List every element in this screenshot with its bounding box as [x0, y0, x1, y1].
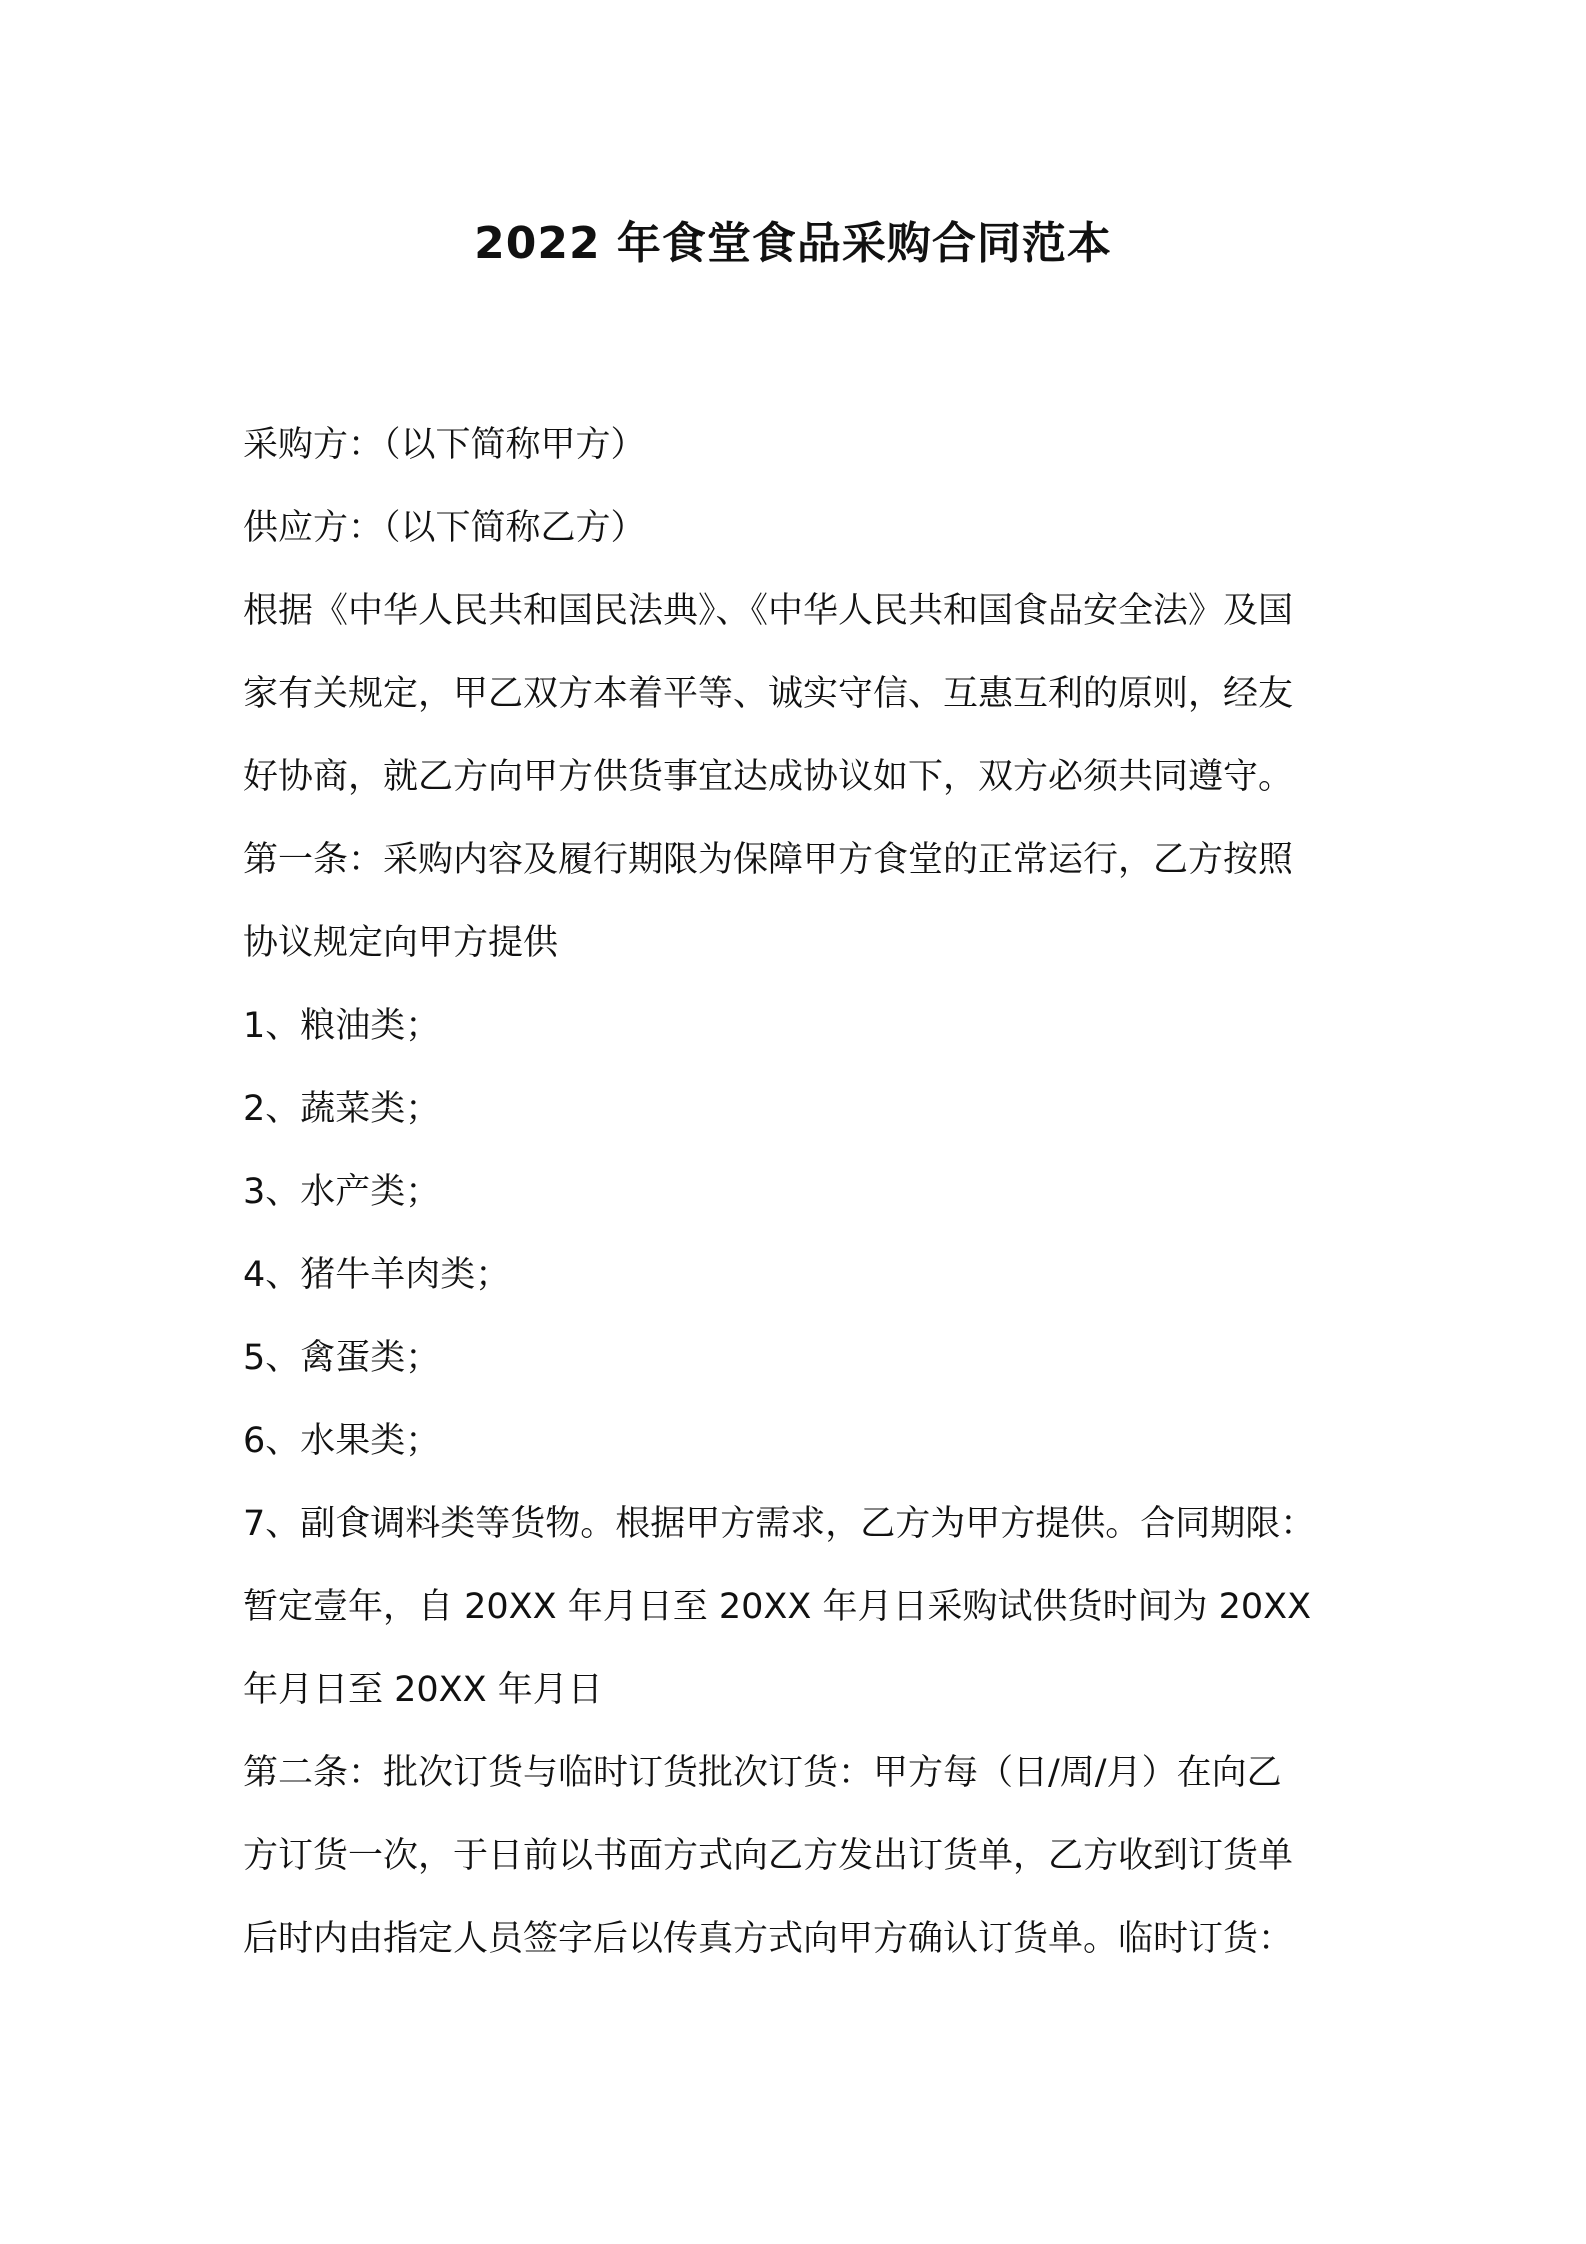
contract-term-line: 暂定壹年，自 20XX 年月日至 20XX 年月日采购试供货时间为 20XX [243, 1587, 1312, 1627]
document-title: 2022 年食堂食品采购合同范本 [474, 218, 1112, 269]
list-item: 2、蔬菜类； [243, 1089, 441, 1129]
contract-term-line: 年月日至 20XX 年月日 [243, 1670, 603, 1710]
article-1-line: 协议规定向甲方提供 [243, 923, 559, 963]
document-body [243, 404, 1363, 1981]
preamble-line: 根据《中华人民共和国民法典》、《中华人民共和国食品安全法》及国 [243, 591, 1294, 631]
list-item: 5、禽蛋类； [243, 1338, 441, 1378]
list-item: 4、猪牛羊肉类； [243, 1255, 511, 1295]
article-2-line: 后时内由指定人员签字后以传真方式向甲方确认订货单。临时订货： [243, 1919, 1294, 1959]
list-item: 6、水果类； [243, 1421, 441, 1461]
list-item: 7、副食调料类等货物。根据甲方需求，乙方为甲方提供。合同期限： [243, 1504, 1316, 1544]
article-2-line: 第二条：批次订货与临时订货批次订货：甲方每（日/周/月）在向乙 [243, 1753, 1282, 1793]
party-a-line: 采购方：（以下简称甲方） [243, 425, 646, 465]
preamble-line: 好协商，就乙方向甲方供货事宜达成协议如下，双方必须共同遵守。 [243, 757, 1294, 797]
article-1-line: 第一条：采购内容及履行期限为保障甲方食堂的正常运行，乙方按照 [243, 840, 1294, 880]
list-item: 1、粮油类； [243, 1006, 441, 1046]
party-b-line: 供应方：（以下简称乙方） [243, 508, 646, 548]
list-item: 3、水产类； [243, 1172, 441, 1212]
article-2-line: 方订货一次，于日前以书面方式向乙方发出订货单，乙方收到订货单 [243, 1836, 1294, 1876]
preamble-line: 家有关规定，甲乙双方本着平等、诚实守信、互惠互利的原则，经友 [243, 674, 1294, 714]
